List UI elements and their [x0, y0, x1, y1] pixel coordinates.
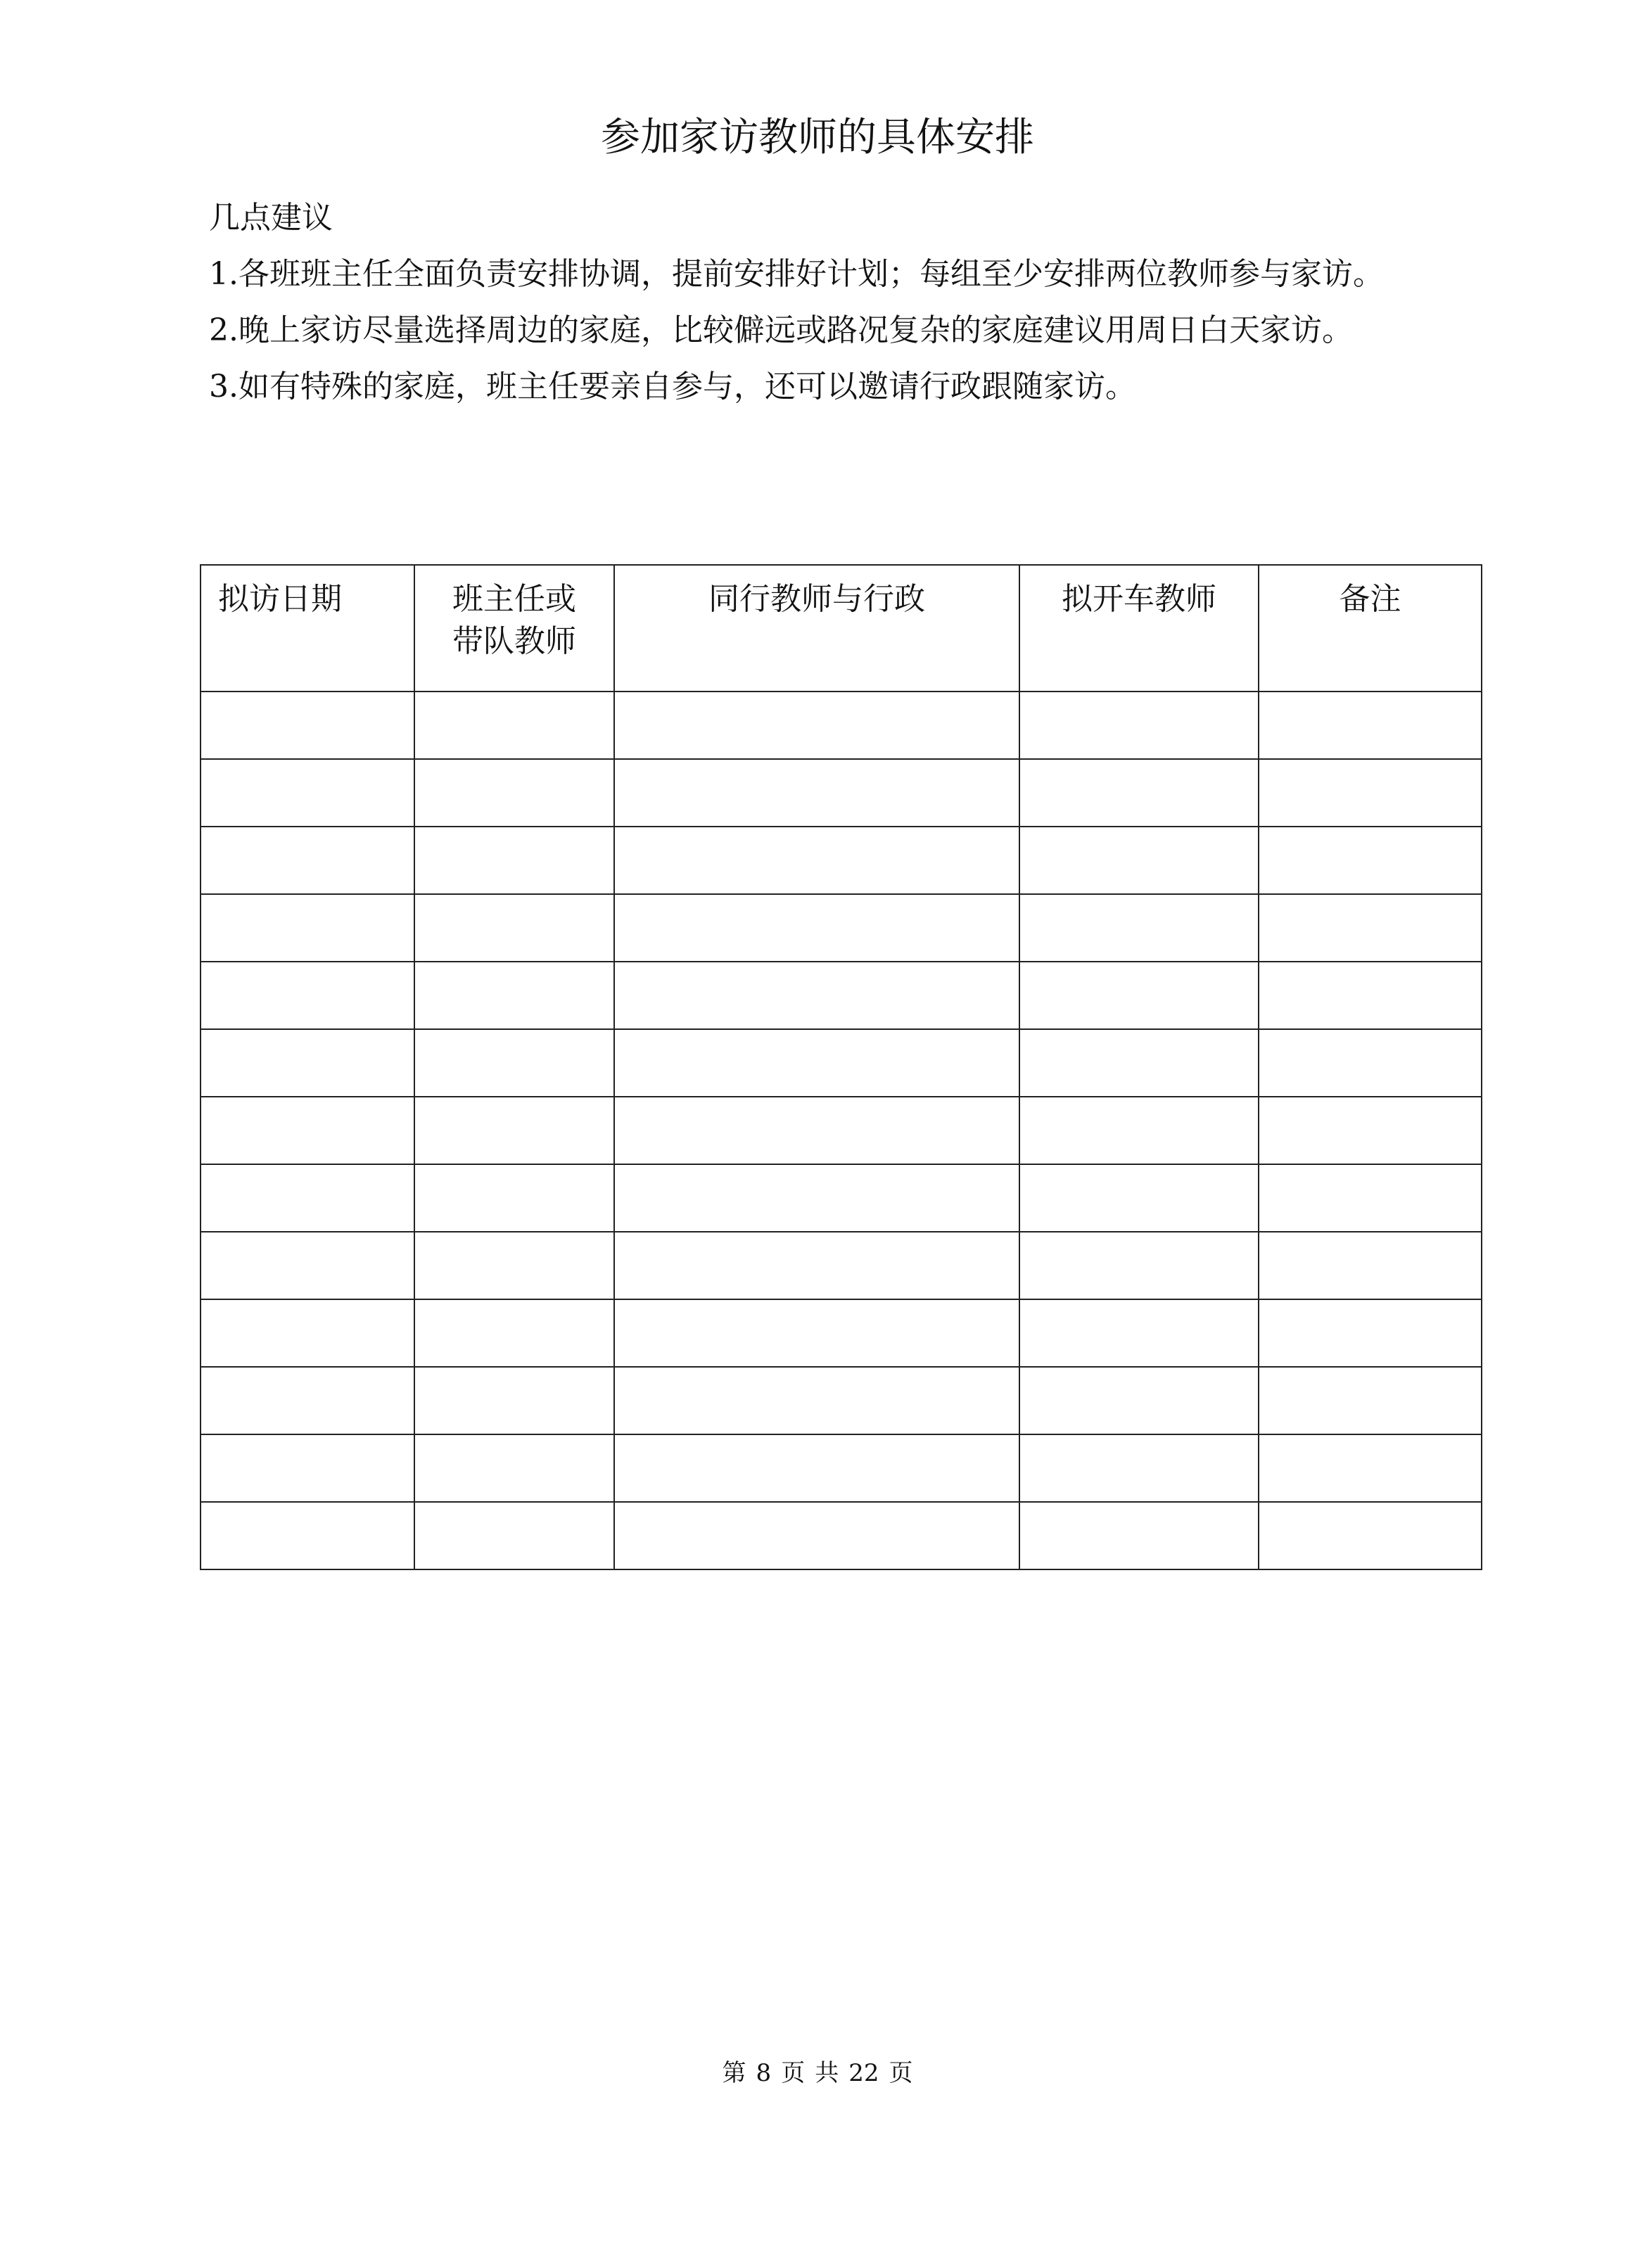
visit-date-cell: [201, 1299, 414, 1367]
companions-cell: [614, 1232, 1019, 1299]
table-header-row: [201, 565, 1482, 692]
visit-date-cell: [201, 827, 414, 894]
head-teacher-cell: [414, 1097, 614, 1164]
home-visit-schedule-table: [200, 564, 1482, 1570]
notes-cell: [1259, 962, 1482, 1029]
driver-cell: [1019, 1097, 1259, 1164]
companions-cell: [614, 692, 1019, 759]
header-notes: 备注: [1259, 565, 1482, 692]
footer-page-word: 页: [781, 2059, 806, 2087]
head-teacher-cell: [414, 962, 614, 1029]
table-row: [201, 1434, 1482, 1502]
page-footer: [0, 2058, 1635, 2089]
notes-cell: [1259, 1502, 1482, 1569]
table-row: [201, 1097, 1482, 1164]
visit-date-cell: [201, 1434, 414, 1502]
footer-total-prefix: 共: [815, 2059, 839, 2087]
notes-cell: [1259, 894, 1482, 962]
companions-cell: [614, 1299, 1019, 1367]
header-head-teacher-line2: 带队教师: [452, 623, 576, 659]
driver-cell: [1019, 894, 1259, 962]
visit-date-cell: [201, 1029, 414, 1097]
head-teacher-cell: [414, 692, 614, 759]
table-body: [201, 692, 1482, 1569]
companions-cell: [614, 962, 1019, 1029]
notes-cell: [1259, 1164, 1482, 1232]
companions-cell: [614, 1434, 1019, 1502]
suggestions-section: [209, 197, 1482, 422]
visit-date-cell: [201, 894, 414, 962]
driver-cell: [1019, 692, 1259, 759]
table-row: [201, 1299, 1482, 1367]
driver-cell: [1019, 1299, 1259, 1367]
footer-total-pages: 22: [848, 2059, 879, 2087]
head-teacher-cell: [414, 894, 614, 962]
table-row: [201, 759, 1482, 827]
visit-date-cell: [201, 962, 414, 1029]
companions-cell: [614, 759, 1019, 827]
notes-cell: [1259, 1367, 1482, 1434]
notes-cell: [1259, 1232, 1482, 1299]
table-row: [201, 1232, 1482, 1299]
notes-cell: [1259, 1299, 1482, 1367]
notes-cell: [1259, 827, 1482, 894]
table-row: [201, 692, 1482, 759]
driver-cell: [1019, 827, 1259, 894]
page-title: 参加家访教师的具体安排: [601, 115, 1034, 160]
visit-date-cell: [201, 759, 414, 827]
footer-prefix: 第: [722, 2059, 746, 2087]
companions-cell: [614, 1367, 1019, 1434]
visit-date-cell: [201, 1367, 414, 1434]
notes-cell: [1259, 692, 1482, 759]
suggestion-item-1: 1.各班班主任全面负责安排协调，提前安排好计划；每组至少安排两位教师参与家访。: [209, 256, 1384, 292]
head-teacher-cell: [414, 1232, 614, 1299]
companions-cell: [614, 1502, 1019, 1569]
driver-cell: [1019, 962, 1259, 1029]
driver-cell: [1019, 759, 1259, 827]
companions-cell: [614, 1164, 1019, 1232]
head-teacher-cell: [414, 1367, 614, 1434]
companions-cell: [614, 894, 1019, 962]
notes-cell: [1259, 1434, 1482, 1502]
visit-date-cell: [201, 1232, 414, 1299]
table-row: [201, 1367, 1482, 1434]
companions-cell: [614, 1097, 1019, 1164]
suggestion-item-3: 3.如有特殊的家庭，班主任要亲自参与，还可以邀请行政跟随家访。: [209, 369, 1136, 404]
visit-date-cell: [201, 1164, 414, 1232]
companions-cell: [614, 1029, 1019, 1097]
suggestion-item-2: 2.晚上家访尽量选择周边的家庭，比较僻远或路况复杂的家庭建议用周日白天家访。: [209, 312, 1353, 348]
table-row: [201, 1029, 1482, 1097]
visit-date-cell: [201, 692, 414, 759]
head-teacher-cell: [414, 1029, 614, 1097]
head-teacher-cell: [414, 1164, 614, 1232]
header-companions: 同行教师与行政: [614, 565, 1019, 692]
companions-cell: [614, 827, 1019, 894]
table-row: [201, 1164, 1482, 1232]
head-teacher-cell: [414, 827, 614, 894]
driver-cell: [1019, 1232, 1259, 1299]
notes-cell: [1259, 759, 1482, 827]
head-teacher-cell: [414, 759, 614, 827]
driver-cell: [1019, 1434, 1259, 1502]
suggestions-heading: 几点建议: [209, 200, 333, 236]
driver-cell: [1019, 1029, 1259, 1097]
head-teacher-cell: [414, 1502, 614, 1569]
header-head-teacher: [414, 565, 614, 692]
table-row: [201, 894, 1482, 962]
head-teacher-cell: [414, 1434, 614, 1502]
driver-cell: [1019, 1367, 1259, 1434]
visit-date-cell: [201, 1097, 414, 1164]
header-visit-date: 拟访日期: [201, 565, 414, 692]
table-row: [201, 1502, 1482, 1569]
table-row: [201, 962, 1482, 1029]
notes-cell: [1259, 1097, 1482, 1164]
driver-cell: [1019, 1164, 1259, 1232]
visit-date-cell: [201, 1502, 414, 1569]
header-head-teacher-line1: 班主任或: [452, 581, 576, 617]
header-driver: 拟开车教师: [1019, 565, 1259, 692]
head-teacher-cell: [414, 1299, 614, 1367]
footer-current-page: 8: [756, 2059, 772, 2087]
notes-cell: [1259, 1029, 1482, 1097]
driver-cell: [1019, 1502, 1259, 1569]
footer-suffix: 页: [889, 2059, 913, 2087]
table-row: [201, 827, 1482, 894]
